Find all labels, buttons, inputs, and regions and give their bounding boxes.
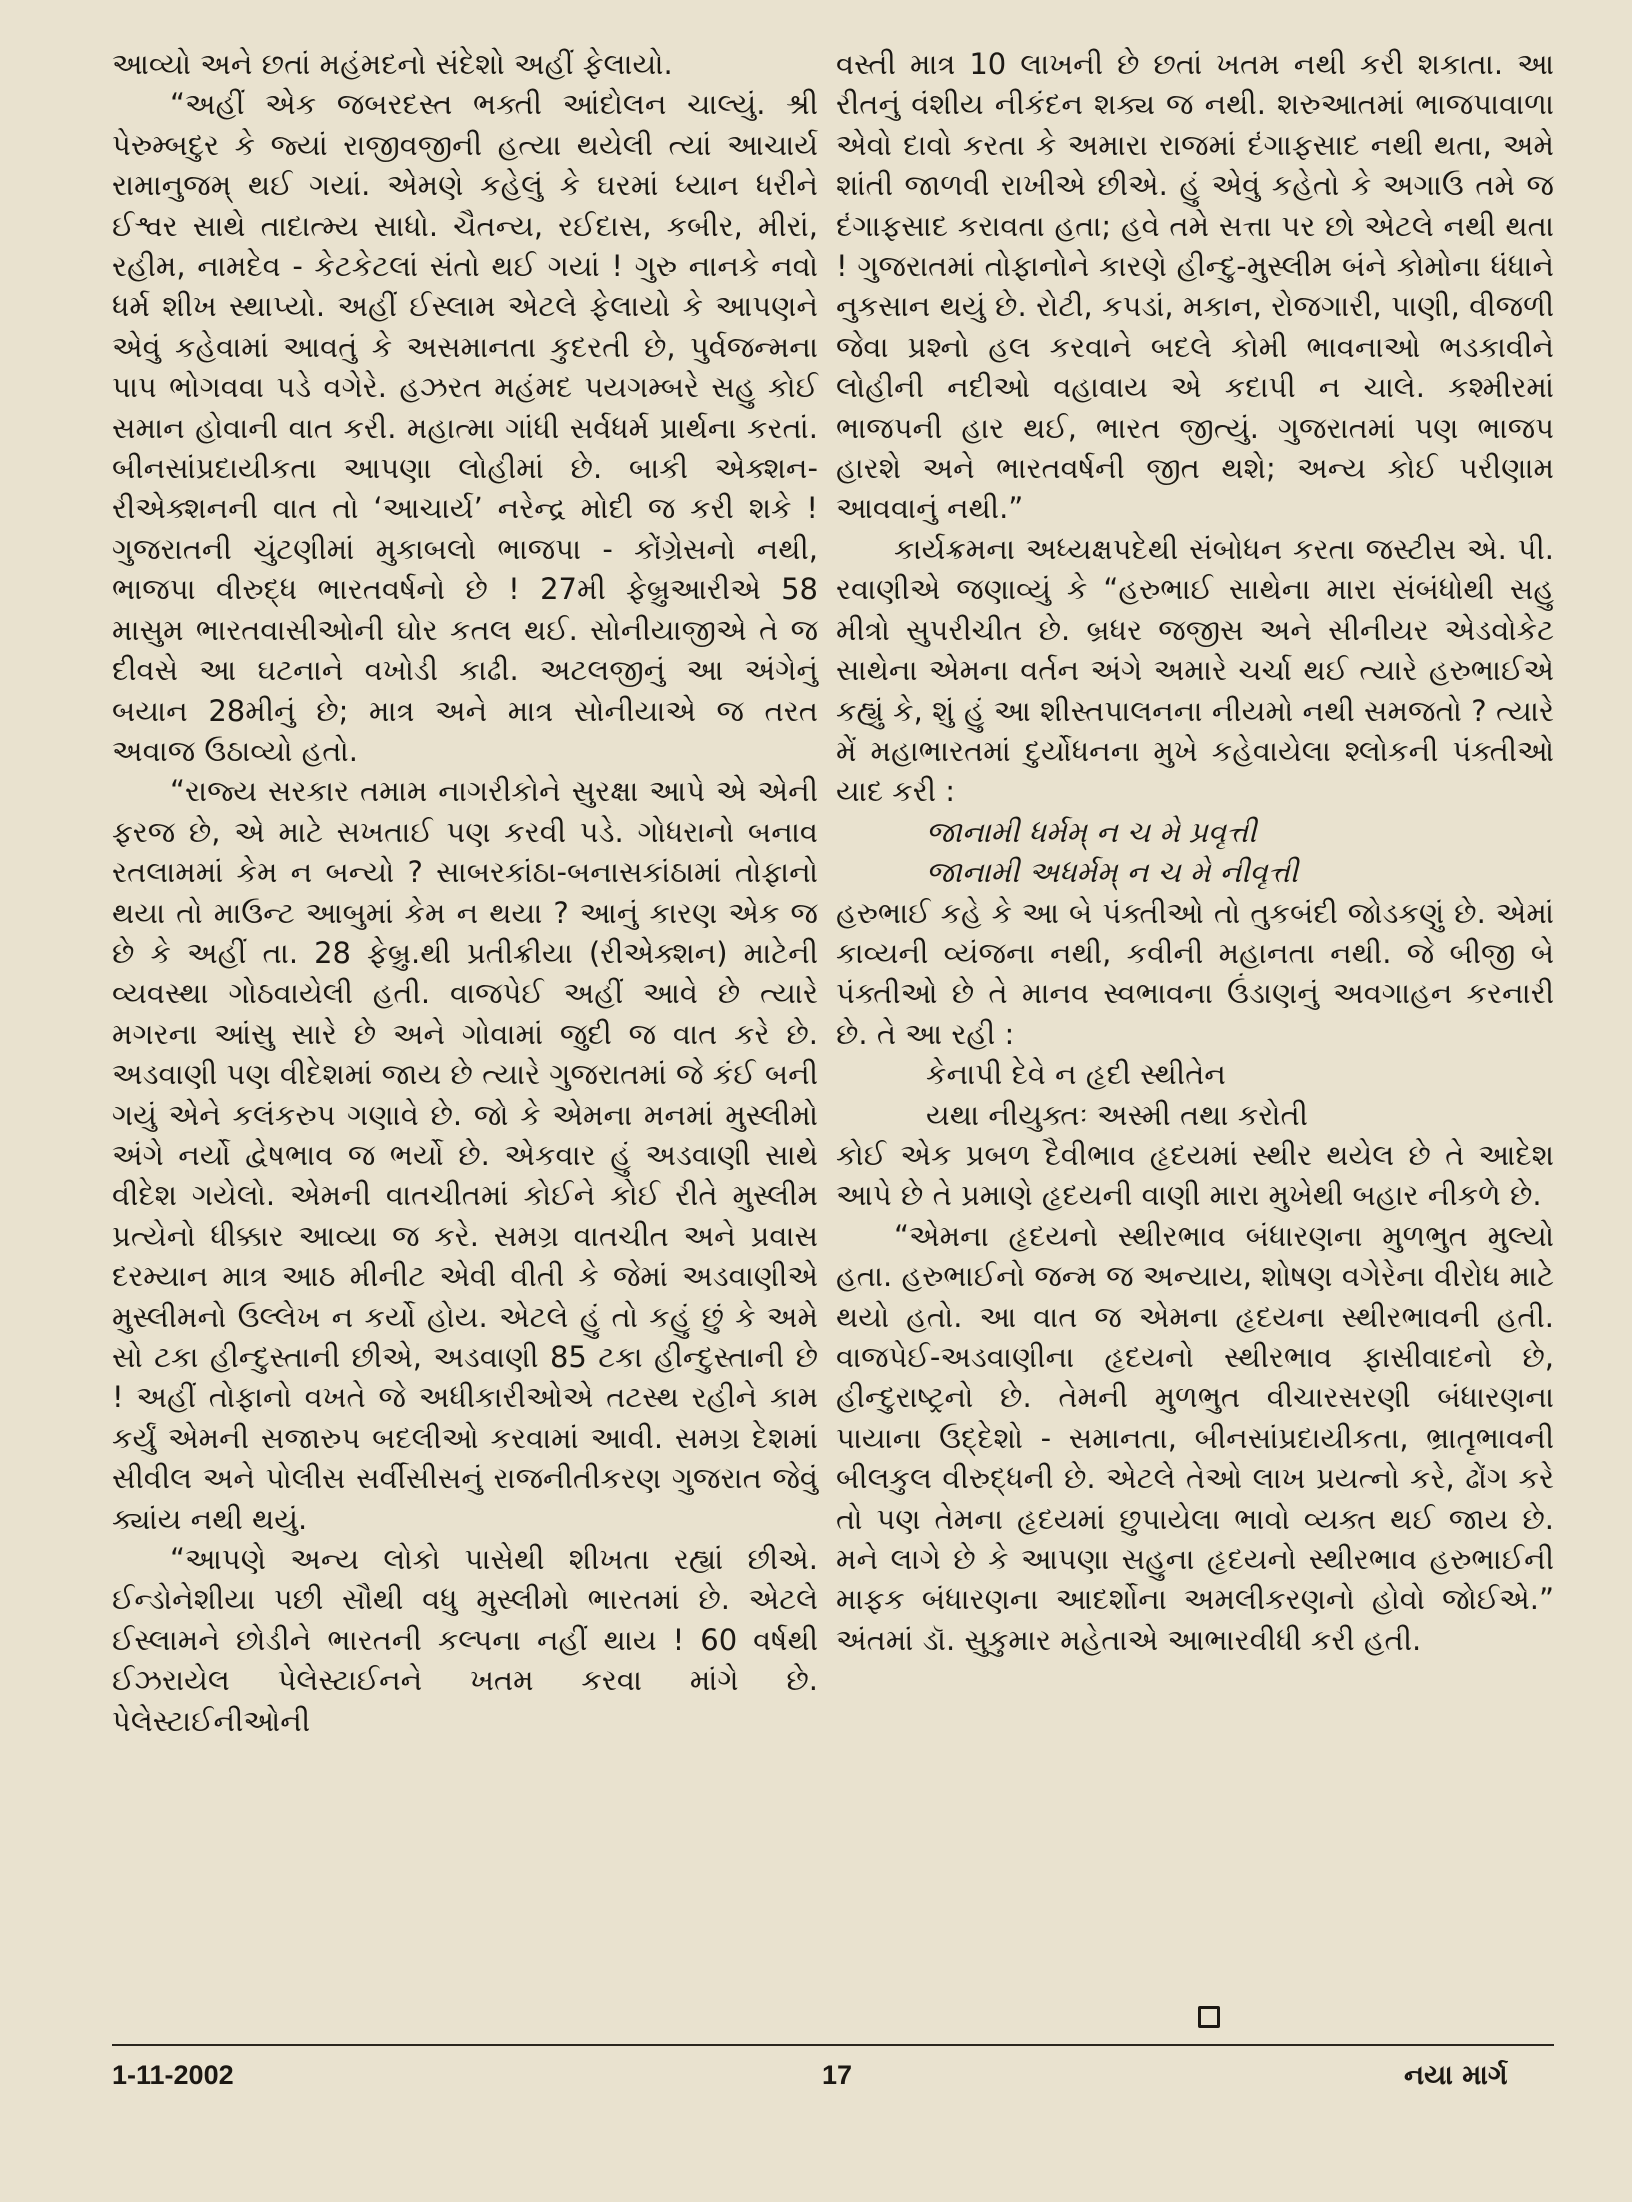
verse-line: જાનામી ધર્મમ્ ન ચ મે પ્રવૃત્તી [926, 814, 1257, 849]
article-end-mark [1198, 2006, 1220, 2028]
verse-line: જાનામી અધર્મમ્ ન ચ મે નીવૃત્તી [926, 855, 1299, 890]
paragraph: “અહીં એક જબરદસ્ત ભક્તી આંદોલન ચાલ્યું. શ્રી પેરુમ્બદુર કે જ્યાં રાજીવજીની હત્યા થયેલી ત્યાં આચાર્ય રામાનુજમ્ થઈ ગયાં. એમણે કહેલું કે ઘરમાં ધ્યાન ધરીને ઈશ્વર સાથે તાદાત્મ્ય સાધો. ચૈતન્ય, રઈદાસ, કબીર, મીરાં, રહીમ, નામદેવ - કેટકેટલાં સંતો થઈ ગયાં ! ગુરુ નાનકે નવો ધર્મ શીખ સ્થાપ્યો. અહીં ઈસ્લામ એટલે ફેલાયો કે આપણને એવું કહેવામાં આવતું કે અસમાનતા કુદરતી છે, પુર્વજન્મના પાપ ભોગવવા પડે વગેરે. હઝરત મહંમદ પયગમ્બરે સહુ કોઈ સમાન હોવાની વાત કરી. મહાત્મા ગાંધી સર્વધર્મ પ્રાર્થના કરતાં. બીનસાંપ્રદાયીકતા આપણા લોહીમાં છે. બાકી એક્શન-રીએક્શનની વાત તો ‘આચાર્ય’ નરેન્દ્ર મોદી જ કરી શકે ! ગુજરાતની ચુંટણીમાં મુકાબલો ભાજપા - કોંગ્રેસનો નથી, ભાજપા વીરુદ્ધ ભારતવર્ષનો છે ! 27મી ફેબ્રુઆરીએ 58 માસુમ ભારતવાસીઓની ઘોર કતલ થઈ. સોનીયાજીએ તે જ દીવસે આ ઘટનાને વખોડી કાઢી. અટલજીનું આ અંગેનું બયાન 28મીનું છે; માત્ર અને માત્ર સોનીયાએ જ તરત અવાજ ઉઠાવ્યો હતો. [112, 87, 818, 768]
article-column-right [836, 44, 1554, 1660]
paragraph: હરુભાઈ કહે કે આ બે પંક્તીઓ તો તુકબંદી જોડકણું છે. એમાં કાવ્યની વ્યંજના નથી, કવીની મહાનતા નથી. જે બીજી બે પંક્તીઓ છે તે માનવ સ્વભાવના ઉંડાણનું અવગાહન કરનારી છે. તે આ રહી : [836, 895, 1554, 1051]
verse-line: યથા નીયુક્તઃ અસ્મી તથા કરોતી [926, 1097, 1308, 1132]
paragraph: “રાજ્ય સરકાર તમામ નાગરીકોને સુરક્ષા આપે એ એની ફરજ છે, એ માટે સખતાઈ પણ કરવી પડે. ગોધરાનો બનાવ રતલામમાં કેમ ન બન્યો ? સાબરકાંઠા-બનાસકાંઠામાં તોફાનો થયા તો માઉન્ટ આબુમાં કેમ ન થયા ? આનું કારણ એક જ છે કે અહીં તા. 28 ફેબ્રુ.થી પ્રતીક્રીયા (રીએક્શન) માટેની વ્યવસ્થા ગોઠવાયેલી હતી. વાજપેઈ અહીં આવે છે ત્યારે મગરના આંસુ સારે છે અને ગોવામાં જુદી જ વાત કરે છે. અડવાણી પણ વીદેશમાં જાય છે ત્યારે ગુજરાતમાં જે કંઈ બની ગયું એને કલંકરુપ ગણાવે છે. જો કે એમના મનમાં મુસ્લીમો અંગે નર્યો દ્વેષભાવ જ ભર્યો છે. એકવાર હું અડવાણી સાથે વીદેશ ગયેલો. એમની વાતચીતમાં કોઈને કોઈ રીતે મુસ્લીમ પ્રત્યેનો ધીક્કાર આવ્યા જ કરે. સમગ્ર વાતચીત અને પ્રવાસ દરમ્યાન માત્ર આઠ મીનીટ એવી વીતી કે જેમાં અડવાણીએ મુસ્લીમનો ઉલ્લેખ ન કર્યો હોય. એટલે હું તો કહું છું કે અમે સો ટકા હીન્દુસ્તાની છીએ, અડવાણી 85 ટકા હીન્દુસ્તાની છે ! અહીં તોફાનો વખતે જે અધીકારીઓએ તટસ્થ રહીને કામ કર્યું એમની સજારુપ બદલીઓ કરવામાં આવી. સમગ્ર દેશમાં સીવીલ અને પોલીસ સર્વીસીસનું રાજનીતીકરણ ગુજરાત જેવું ક્યાંય નથી થયું. [112, 774, 818, 1536]
verse-line: કેનાપી દેવે ન હૃદી સ્થીતેન [926, 1057, 1226, 1092]
magazine-name: નયા માર્ગ [1404, 2060, 1508, 2091]
issue-date: 1-11-2002 [112, 2060, 234, 2090]
page-number: 17 [822, 2060, 853, 2090]
paragraph: આવ્યો અને છતાં મહંમદનો સંદેશો અહીં ફેલાયો. [112, 47, 673, 81]
paragraph: કાર્યક્રમના અધ્યક્ષપદેથી સંબોધન કરતા જસ્ટીસ એ. પી. રવાણીએ જણાવ્યું કે “હરુભાઈ સાથેના મારા સંબંધોથી સહુ મીત્રો સુપરીચીત છે. બ્રધર જજીસ અને સીનીયર એડવોકેટ સાથેના એમના વર્તન અંગે અમારે ચર્ચા થઈ ત્યારે હરુભાઈએ કહ્યું કે, શું હું આ શીસ્તપાલનના નીયમો નથી સમજતો ? ત્યારે મેં મહાભારતમાં દુર્યોધનના મુખે કહેવાયેલા શ્લોકની પંક્તીઓ યાદ કરી : [836, 531, 1554, 809]
paragraph: “એમના હૃદયનો સ્થીરભાવ બંધારણના મુળભુત મુલ્યો હતા. હરુભાઈનો જન્મ જ અન્યાય, શોષણ વગેરેના વીરોધ માટે થયો હતો. આ વાત જ એમના હૃદયના સ્થીરભાવની હતી. વાજપેઈ-અડવાણીના હૃદયનો સ્થીરભાવ ફાસીવાદનો છે, હીન્દુરાષ્ટ્રનો છે. તેમની મુળભુત વીચારસરણી બંધારણના પાયાના ઉદ્દેશો - સમાનતા, બીનસાંપ્રદાયીકતા, ભ્રાતૃભાવની બીલકુલ વીરુદ્ધની છે. એટલે તેઓ લાખ પ્રયત્નો કરે, ઢોંગ કરે તો પણ તેમના હૃદયમાં છુપાયેલા ભાવો વ્યક્ત થઈ જાય છે. મને લાગે છે કે આપણા સહુના હૃદયનો સ્થીરભાવ હરુભાઈની માફક બંધારણના આદર્શોના અમલીકરણનો હોવો જોઈએ.” અંતમાં ડૉ. સુકુમાર મહેતાએ આભારવીધી કરી હતી. [836, 1218, 1554, 1657]
footer-divider [112, 2044, 1554, 2046]
paragraph: “આપણે અન્ય લોકો પાસેથી શીખતા રહ્યાં છીએ. ઈન્ડોનેશીયા પછી સૌથી વધુ મુસ્લીમો ભારતમાં છે. એટલે ઈસ્લામને છોડીને ભારતની કલ્પના નહીં થાય ! 60 વર્ષથી ઈઝરાયેલ પેલેસ્ટાઈનને ખતમ કરવા માંગે છે. પેલેસ્ટાઈનીઓની [112, 1542, 818, 1738]
paragraph: કોઈ એક પ્રબળ દૈવીભાવ હૃદયમાં સ્થીર થયેલ છે તે આદેશ આપે છે તે પ્રમાણે હૃદયની વાણી મારા મુખેથી બહાર નીકળે છે. [836, 1137, 1554, 1213]
article-column-left [112, 44, 818, 1741]
paragraph: વસ્તી માત્ર 10 લાખની છે છતાં ખતમ નથી કરી શકાતા. આ રીતનું વંશીય નીકંદન શક્ય જ નથી. શરુઆતમાં ભાજપાવાળા એવો દાવો કરતા કે અમારા રાજમાં દંગાફસાદ નથી થતા, અમે શાંતી જાળવી રાખીએ છીએ. હું એવું કહેતો કે અગાઉ તમે જ દંગાફસાદ કરાવતા હતા; હવે તમે સત્તા પર છો એટલે નથી થતા ! ગુજરાતમાં તોફાનોને કારણે હીન્દુ-મુસ્લીમ બંને કોમોના ધંધાને નુકસાન થયું છે. રોટી, કપડાં, મકાન, રોજગારી, પાણી, વીજળી જેવા પ્રશ્નો હલ કરવાને બદલે કોમી ભાવનાઓ ભડકાવીને લોહીની નદીઓ વહાવાય એ કદાપી ન ચાલે. કશ્મીરમાં ભાજપની હાર થઈ, ભારત જીત્યું. ગુજરાતમાં પણ ભાજપ હારશે અને ભારતવર્ષની જીત થશે; અન્ય કોઈ પરીણામ આવવાનું નથી.” [836, 47, 1554, 526]
